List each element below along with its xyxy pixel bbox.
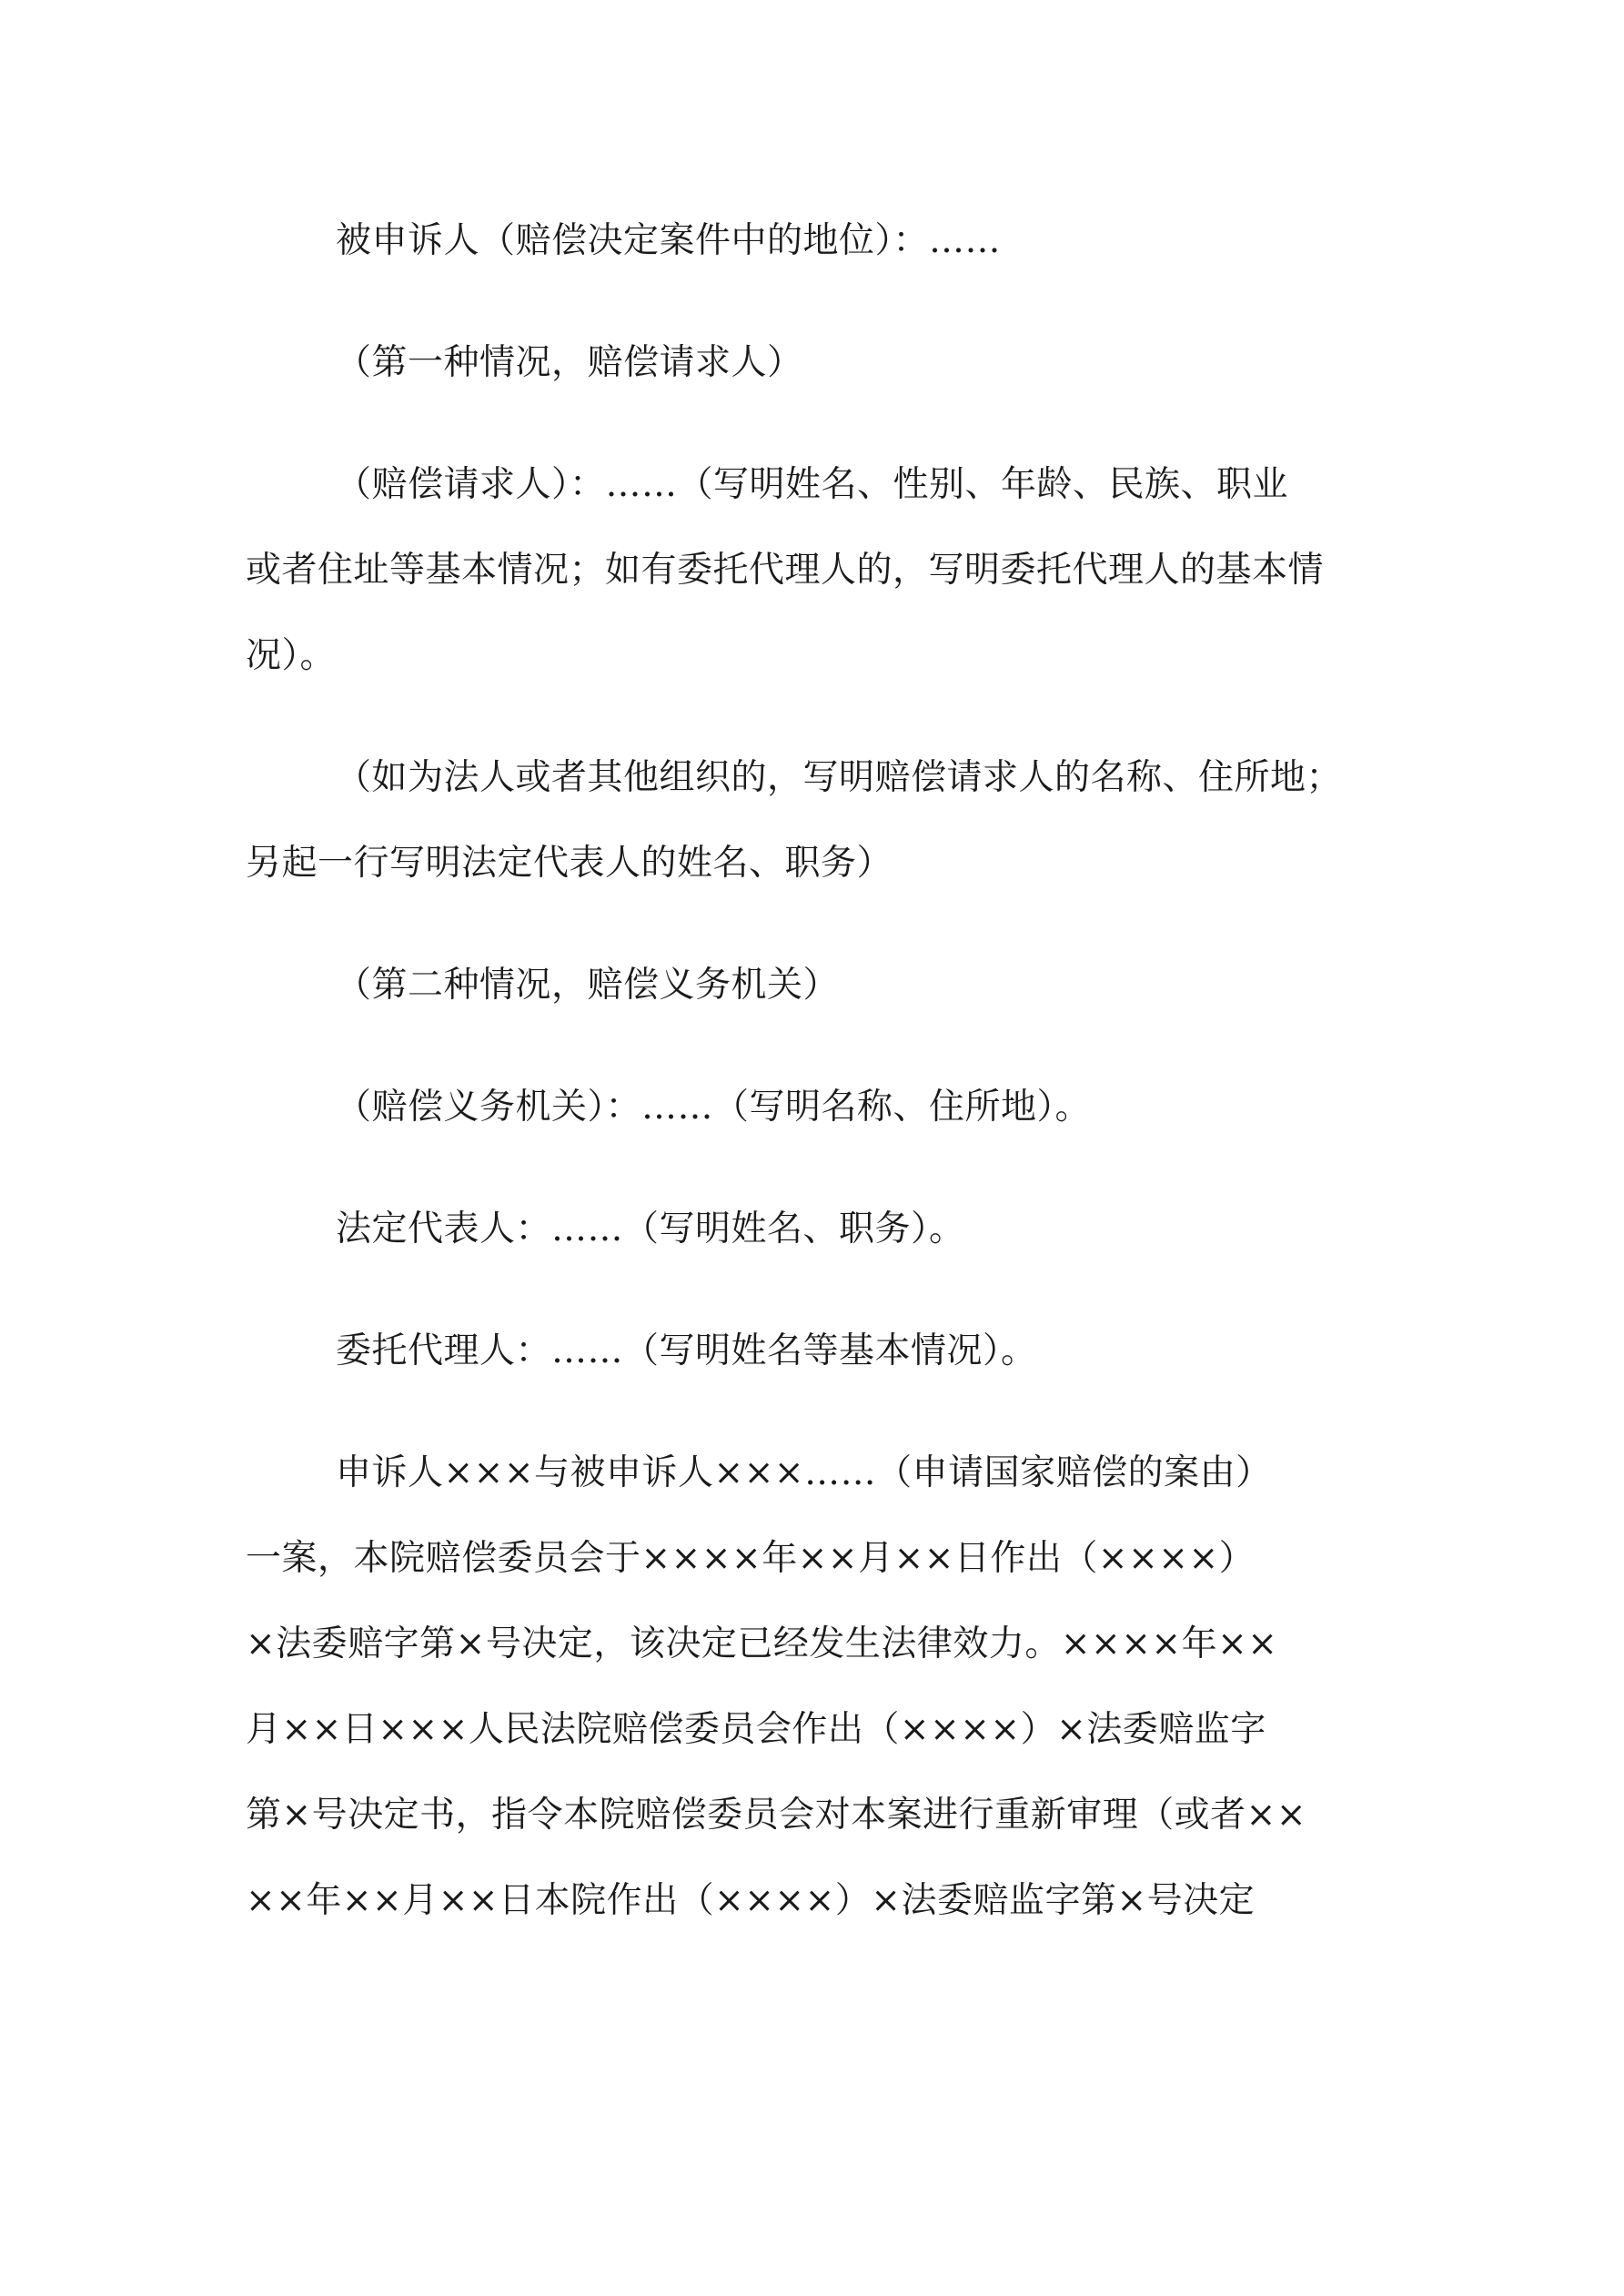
paragraph-case-one-heading	[246, 320, 1378, 406]
paragraph-agent	[246, 1309, 1378, 1394]
text-line: 法定代表人：……（写明姓名、职务）。	[336, 1209, 965, 1249]
text-line: 一案，本院赔偿委员会于××××年××月××日作出（××××）	[246, 1538, 1256, 1579]
text-line: ×法委赔字第×号决定，该决定已经发生法律效力。××××年××	[246, 1623, 1278, 1664]
paragraph-legal-representative	[246, 1187, 1378, 1272]
text-line: 第×号决定书，指令本院赔偿委员会对本案进行重新审理（或者××	[246, 1795, 1307, 1836]
text-line: ××年××月××日本院作出（××××）×法委赔监字第×号决定	[246, 1880, 1256, 1921]
paragraph-case-history	[246, 1431, 1378, 1944]
text-line: 被申诉人（赔偿决定案件中的地位）：……	[336, 220, 1002, 261]
text-line: （第一种情况，赔偿请求人）	[336, 342, 803, 383]
text-line: （赔偿义务机关）：……（写明名称、住所地）。	[336, 1087, 1092, 1128]
text-line: （赔偿请求人）：……（写明姓名、性别、年龄、民族、职业	[336, 464, 1289, 505]
paragraph-legal-person-note	[246, 735, 1378, 906]
text-line: 或者住址等基本情况；如有委托代理人的，写明委托代理人的基本情	[246, 550, 1325, 591]
document-body	[246, 198, 1378, 1944]
text-line: 月××日×××人民法院赔偿委员会作出（××××）×法委赔监字	[246, 1709, 1266, 1750]
text-line: 申诉人×××与被申诉人×××……（申请国家赔偿的案由）	[336, 1452, 1272, 1493]
text-line: （第二种情况，赔偿义务机关）	[336, 965, 840, 1006]
paragraph-respondent	[246, 198, 1378, 284]
text-line: （如为法人或者其他组织的，写明赔偿请求人的名称、住所地；	[336, 757, 1343, 798]
text-line: 委托代理人：……（写明姓名等基本情况）。	[336, 1330, 1037, 1371]
text-line: 况）。	[246, 635, 337, 676]
paragraph-obligor-organ	[246, 1065, 1378, 1150]
paragraph-case-two-heading	[246, 943, 1378, 1028]
paragraph-claimant	[246, 442, 1378, 699]
text-line: 另起一行写明法定代表人的姓名、职务）	[246, 843, 893, 884]
